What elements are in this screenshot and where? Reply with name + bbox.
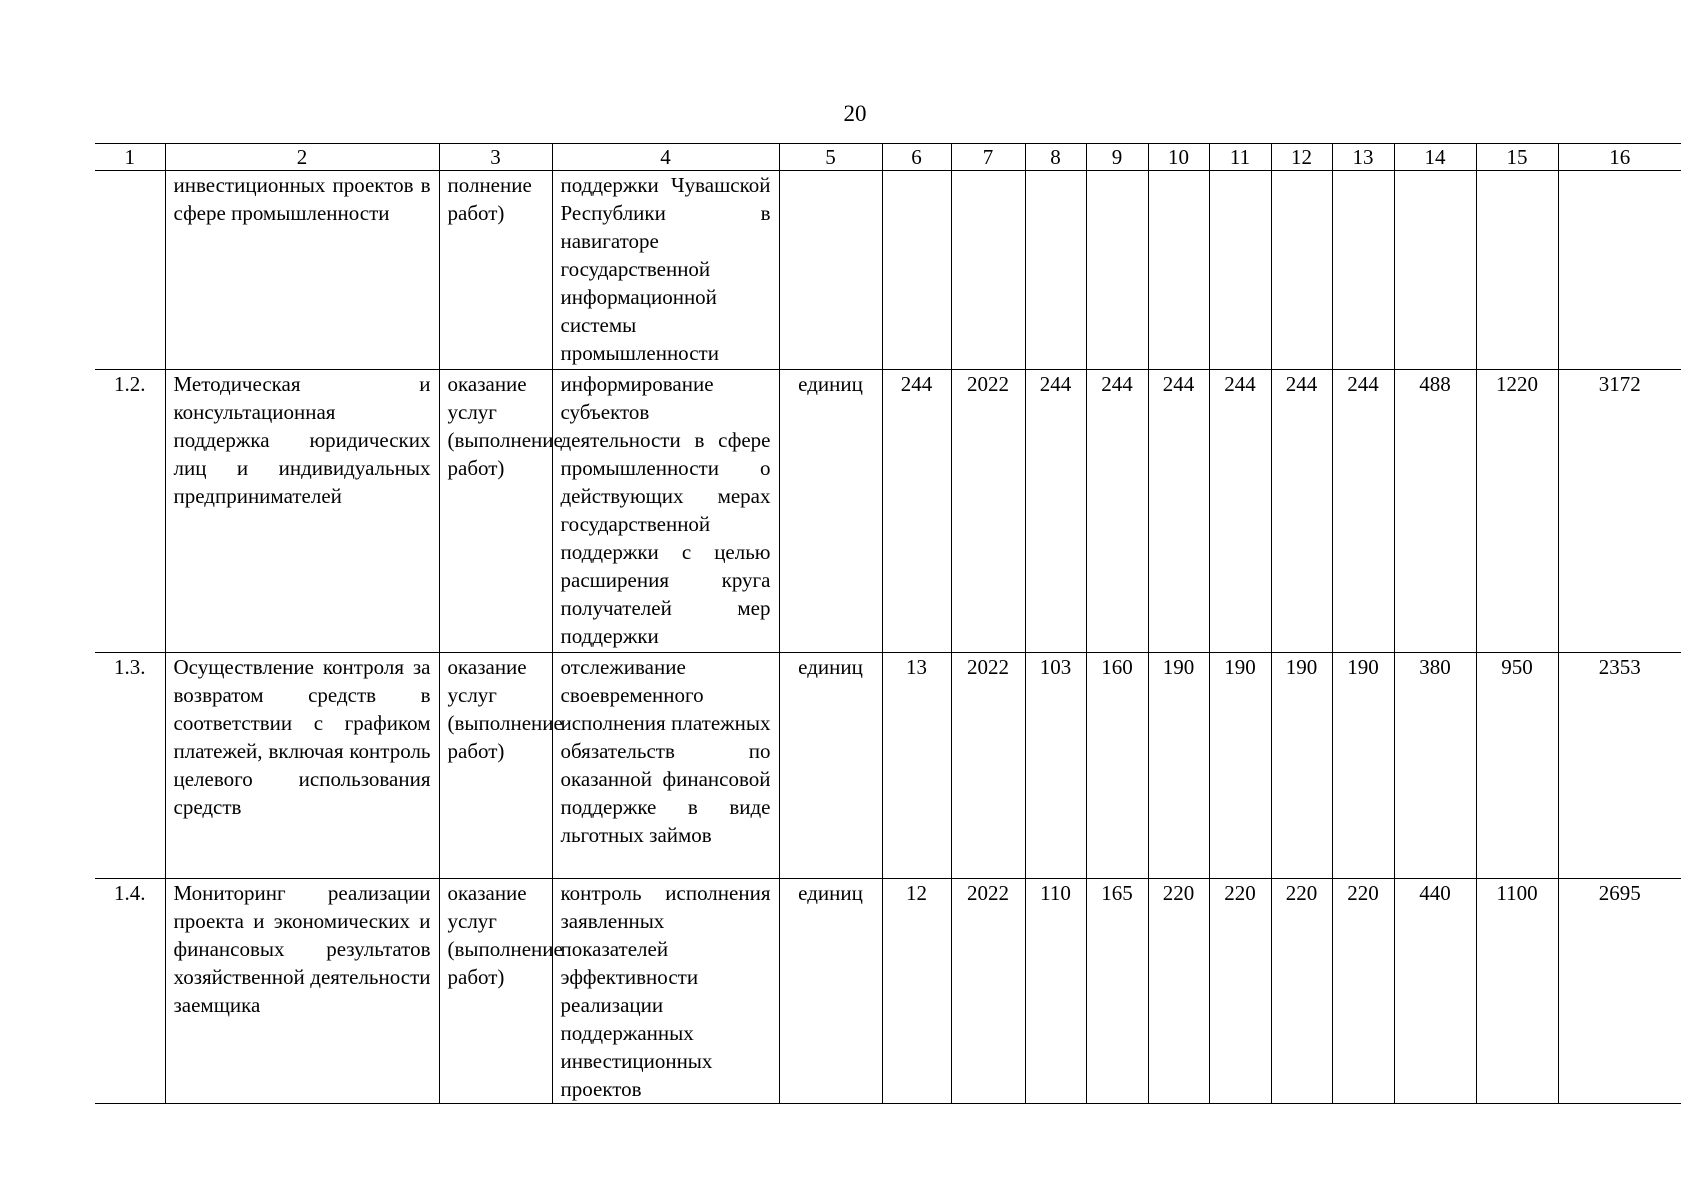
row-value-11 [1209,171,1271,370]
column-header: 8 [1025,144,1086,171]
row-value-13: 220 [1332,879,1394,1104]
row-description: контроль исполнения заявленных показателей эффективности реализации поддержанных инвестиционных проектов [552,879,779,1104]
row-value-16 [1558,171,1681,370]
column-header: 15 [1476,144,1558,171]
row-value-9: 244 [1086,370,1148,653]
row-index: 1.3. [95,653,165,879]
row-index [95,171,165,370]
row-value-11: 220 [1209,879,1271,1104]
column-header: 16 [1558,144,1681,171]
row-value-14: 380 [1394,653,1476,879]
table-row [95,370,1681,653]
row-value-11: 244 [1209,370,1271,653]
column-header: 3 [439,144,552,171]
row-value-10: 190 [1148,653,1209,879]
row-value-6 [882,171,951,370]
row-index: 1.2. [95,370,165,653]
row-value-6: 13 [882,653,951,879]
row-type: оказание услуг (выполнение работ) [439,653,552,879]
table-row [95,171,1681,370]
table-row [95,653,1681,879]
row-type: полнение работ) [439,171,552,370]
row-value-13 [1332,171,1394,370]
column-header: 12 [1271,144,1332,171]
row-value-16: 2695 [1558,879,1681,1104]
row-unit: единиц [779,653,882,879]
row-name: Мониторинг реализации проекта и экономических и финансовых результатов хозяйственной деятельности заемщика [165,879,439,1104]
row-description: отслеживание своевременного исполнения платежных обязательств по оказанной финансовой поддержке в виде льготных займов [552,653,779,879]
column-header: 11 [1209,144,1271,171]
column-number-row [95,144,1681,171]
data-table [95,143,1681,1104]
row-description: информирование субъектов деятельности в сфере промышленности о действующих мерах государственной поддержки с целью расширения круга получателей мер поддержки [552,370,779,653]
row-value-14 [1394,171,1476,370]
row-value-8: 103 [1025,653,1086,879]
column-header: 7 [951,144,1025,171]
row-value-10 [1148,171,1209,370]
row-value-9: 160 [1086,653,1148,879]
row-value-15 [1476,171,1558,370]
row-unit: единиц [779,370,882,653]
row-value-7: 2022 [951,653,1025,879]
row-value-15: 1100 [1476,879,1558,1104]
row-value-10: 244 [1148,370,1209,653]
row-value-9: 165 [1086,879,1148,1104]
row-name: Методическая и консультационная поддержка юридических лиц и индивидуальных предпринимателей [165,370,439,653]
row-unit: единиц [779,879,882,1104]
row-value-8 [1025,171,1086,370]
table-row [95,879,1681,1104]
row-value-15: 950 [1476,653,1558,879]
row-value-13: 244 [1332,370,1394,653]
row-name: инвестиционных проектов в сфере промышленности [165,171,439,370]
row-value-16: 3172 [1558,370,1681,653]
row-name: Осуществление контроля за возвратом средств в соответствии с графиком платежей, включая контроль целевого использования средств [165,653,439,879]
row-value-12: 220 [1271,879,1332,1104]
column-header: 9 [1086,144,1148,171]
row-value-14: 440 [1394,879,1476,1104]
column-header: 14 [1394,144,1476,171]
column-header: 5 [779,144,882,171]
row-value-8: 110 [1025,879,1086,1104]
row-value-7: 2022 [951,879,1025,1104]
column-header: 1 [95,144,165,171]
row-value-12 [1271,171,1332,370]
row-value-15: 1220 [1476,370,1558,653]
column-header: 10 [1148,144,1209,171]
row-value-11: 190 [1209,653,1271,879]
column-header: 2 [165,144,439,171]
column-header: 6 [882,144,951,171]
row-value-10: 220 [1148,879,1209,1104]
row-type: оказание услуг (выполнение работ) [439,879,552,1104]
row-value-13: 190 [1332,653,1394,879]
column-header: 13 [1332,144,1394,171]
row-index: 1.4. [95,879,165,1104]
row-value-9 [1086,171,1148,370]
row-value-7: 2022 [951,370,1025,653]
row-value-16: 2353 [1558,653,1681,879]
page-number: 20 [843,101,867,126]
column-header: 4 [552,144,779,171]
row-value-12: 190 [1271,653,1332,879]
row-value-6: 12 [882,879,951,1104]
row-value-8: 244 [1025,370,1086,653]
row-value-6: 244 [882,370,951,653]
row-unit [779,171,882,370]
row-value-7 [951,171,1025,370]
row-value-12: 244 [1271,370,1332,653]
row-value-14: 488 [1394,370,1476,653]
row-description: поддержки Чувашской Республики в навигаторе государственной информационной системы промышленности [552,171,779,370]
row-type: оказание услуг (выполнение работ) [439,370,552,653]
